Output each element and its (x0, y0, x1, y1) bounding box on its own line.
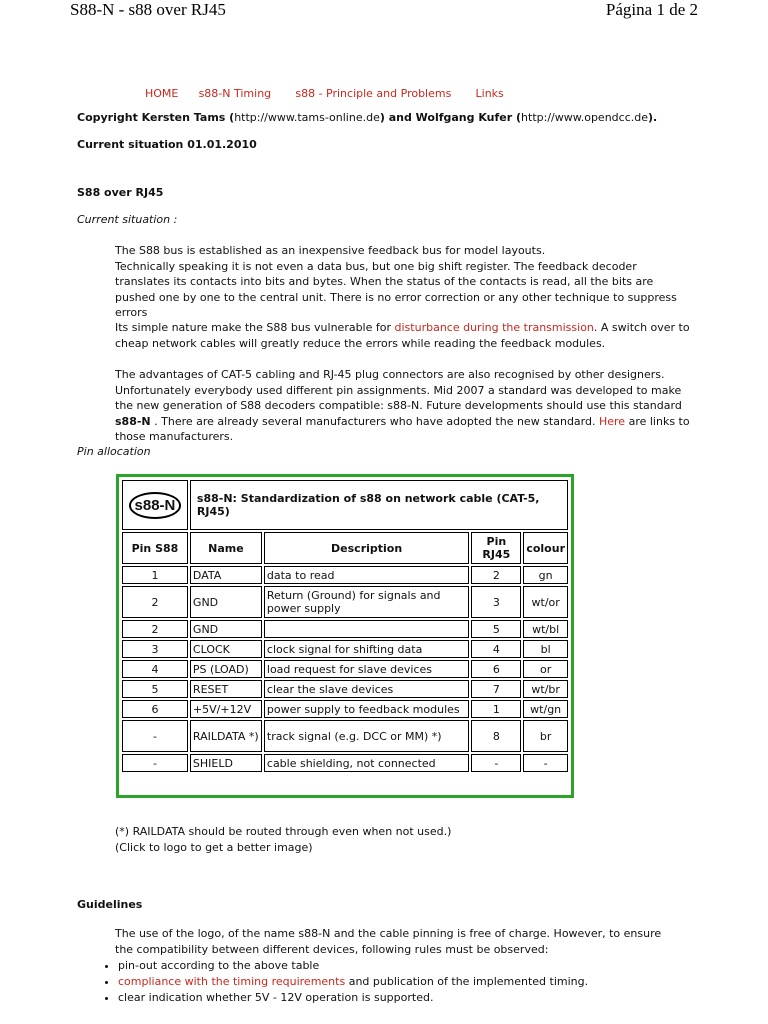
section-title: S88 over RJ45 (77, 186, 164, 199)
nav-principle[interactable]: s88 - Principle and Problems (295, 87, 452, 100)
table-row: - SHIELD cable shielding, not connected - - (122, 754, 568, 772)
page-number: Página 1 de 2 (605, 0, 698, 19)
col-header: Name (190, 532, 262, 564)
list-item: • pin-out according to the above table (118, 958, 700, 974)
list-item: • compliance with the timing requirements and publication of the implemented timing. (118, 974, 700, 990)
timing-requirements-link[interactable]: compliance with the timing requirements (118, 975, 346, 988)
current-situation-label: Current situation : (77, 213, 178, 226)
col-header: Description (264, 532, 469, 564)
table-row: 3 CLOCK clock signal for shifting data 4 bl (122, 640, 568, 658)
document-title: S88-N - s88 over RJ45 (70, 0, 226, 19)
nav-s88n-timing[interactable]: s88-N Timing (198, 87, 272, 100)
pin-allocation-label: Pin allocation (77, 445, 151, 458)
tams-url[interactable]: http://www.tams-online.de (234, 111, 380, 124)
table-row: 1 DATA data to read 2 gn (122, 566, 568, 584)
table-row: 2 GND Return (Ground) for signals and power supply 3 wt/or (122, 586, 568, 618)
table-row: 5 RESET clear the slave devices 7 wt/br (122, 680, 568, 698)
col-header: Pin S88 (122, 532, 188, 564)
guidelines-title: Guidelines (77, 898, 143, 911)
table-row: 6 +5V/+12V power supply to feedback modules 1 wt/gn (122, 700, 568, 718)
guidelines-list (100, 958, 700, 1006)
table-title-row (122, 480, 568, 530)
col-header: colour (523, 532, 568, 564)
disturbance-link[interactable]: disturbance during the transmission (394, 321, 594, 334)
paragraph-intro: The S88 bus is established as an inexpensive feedback bus for model layouts. Technically speaking it is not even a data bus, but one big shift register. The feedback decoder translates its contacts into bits and bytes. When the status of the contacts is read, all the bits are pushed one by one to the central unit. There is no error correction or any other technique to suppress errors (115, 244, 677, 319)
table-row: 2 GND 5 wt/bl (122, 620, 568, 638)
table-title: s88-N: Standardization of s88 on network cable (CAT-5, RJ45) (190, 480, 568, 530)
opendcc-url[interactable]: http://www.opendcc.de (521, 111, 648, 124)
manufacturers-link[interactable]: Here (598, 414, 626, 428)
table-notes: (*) RAILDATA should be routed through even when not used.) (Click to logo to get a better image) (115, 825, 452, 854)
list-item: • clear indication whether 5V - 12V operation is supported. (118, 990, 700, 1006)
current-situation-date: Current situation 01.01.2010 (77, 138, 257, 151)
paragraph-advantages: The advantages of CAT-5 cabling and RJ-45 plug connectors are also recognised by other designers. Unfortunately everybody used different pin assignments. Mid 2007 a standard was developed to make the new generation of S88 decoders compatible: s88-N. Future developments should use this standard s88-N . There are already several manufacturers who have adopted the new standard. Here are links to those manufacturers. (115, 368, 690, 443)
guidelines-intro: The use of the logo, of the name s88-N and the cable pinning is free of charge. However, to ensure the compatibility between different devices, following rules must be observed: (115, 927, 662, 956)
col-header: Pin RJ45 (471, 532, 521, 564)
pin-allocation-table (120, 478, 570, 774)
paragraph-disturbance: Its simple nature make the S88 bus vulnerable for disturbance during the transmission. A switch over to cheap network cables will greatly reduce the errors while reading the feedback modules. (115, 321, 690, 350)
table-row: - RAILDATA *) track signal (e.g. DCC or MM) *) 8 br (122, 720, 568, 752)
nav-links[interactable]: Links (475, 87, 504, 100)
table-header-row (122, 532, 568, 564)
copyright-line: Copyright Kersten Tams (http://www.tams-online.de) and Wolfgang Kufer (http://www.opendcc.de). (77, 111, 658, 124)
table-row: 4 PS (LOAD) load request for slave devices 6 or (122, 660, 568, 678)
nav-home[interactable]: HOME (145, 87, 179, 100)
s88n-logo[interactable]: s88-N (129, 492, 182, 519)
nav-bar (145, 82, 504, 101)
